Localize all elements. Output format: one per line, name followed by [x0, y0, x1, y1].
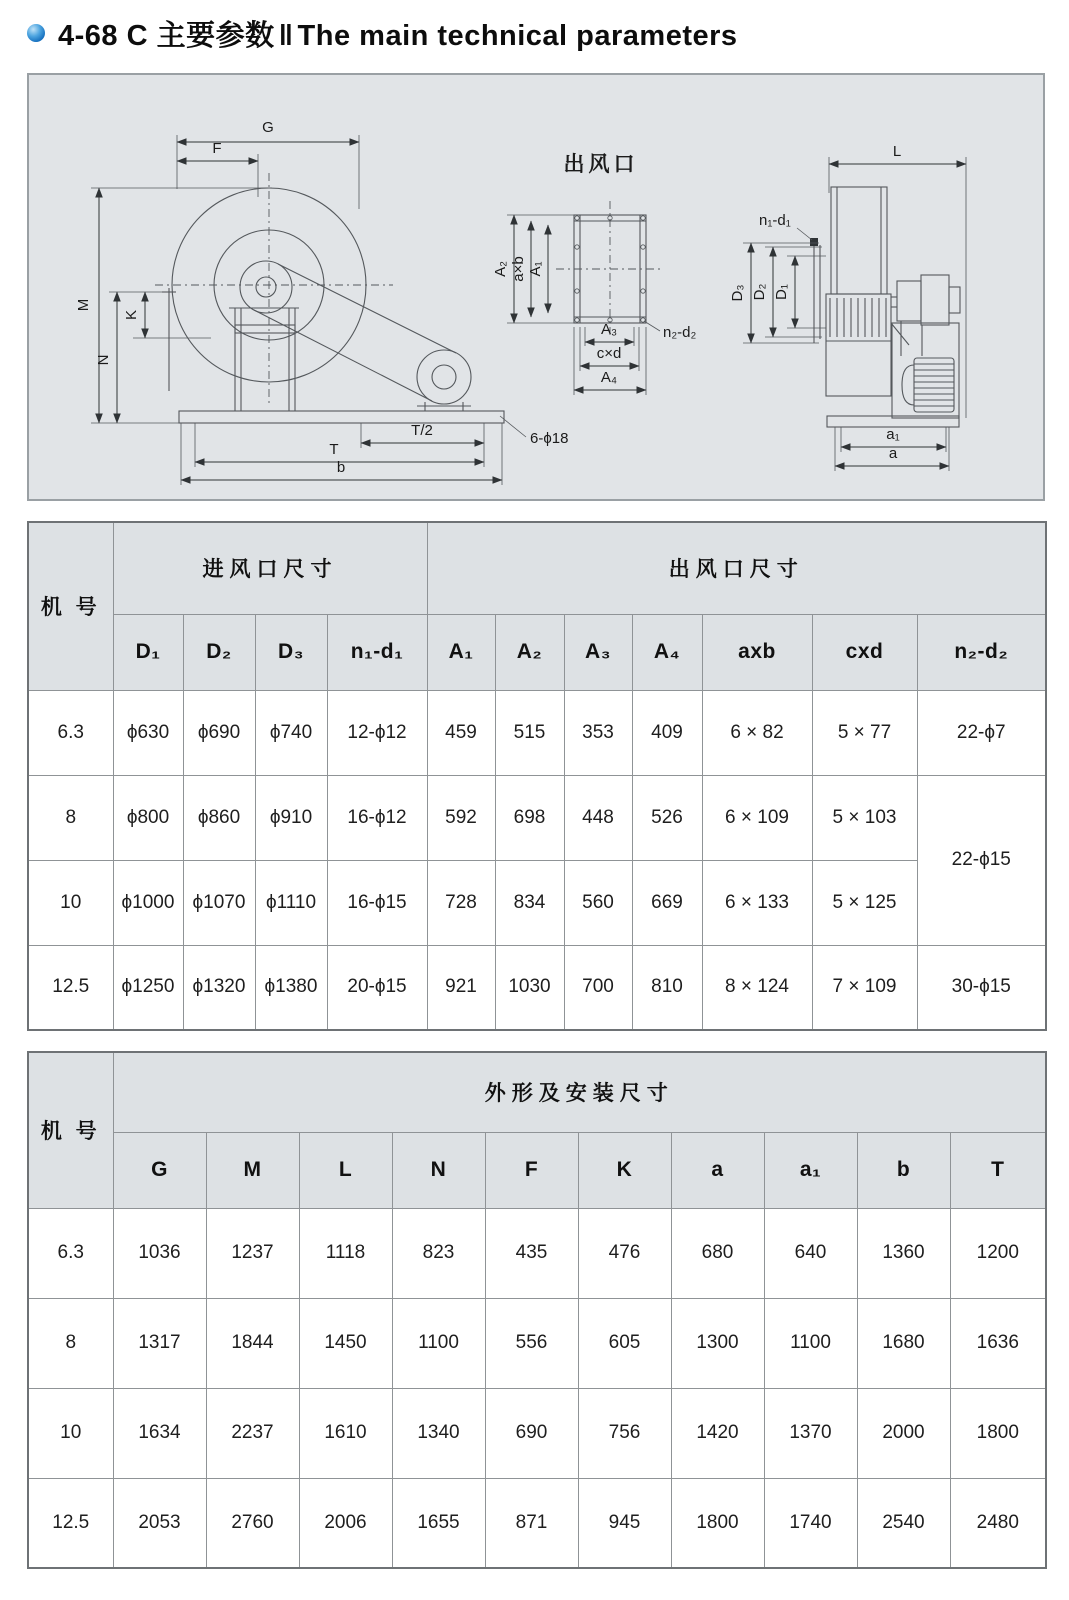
table-cell: 560: [564, 860, 632, 945]
n1-d1-note: n₁-d₁: [759, 212, 791, 229]
table-cell: 1800: [671, 1478, 764, 1568]
dim-label-d2: D₂: [751, 283, 768, 301]
table-cell: 6 × 109: [702, 775, 812, 860]
t1-col-a2: A₂: [495, 614, 564, 690]
table-cell: 409: [632, 690, 702, 775]
table-cell: 7 × 109: [812, 945, 917, 1030]
table-cell: ϕ690: [183, 690, 255, 775]
table-cell: 6 × 133: [702, 860, 812, 945]
table-cell: 945: [578, 1478, 671, 1568]
dim-label-a3: A₃: [600, 321, 618, 338]
dim-label-a-base: a: [888, 445, 898, 462]
table-cell: ϕ630: [113, 690, 183, 775]
table-cell: 700: [564, 945, 632, 1030]
table-cell: 1610: [299, 1388, 392, 1478]
dim-label-t-half: T/2: [411, 422, 433, 439]
dim-label-n: N: [95, 354, 112, 366]
table-cell: 1237: [206, 1208, 299, 1298]
table-cell: 680: [671, 1208, 764, 1298]
table-cell: 6 × 82: [702, 690, 812, 775]
table-cell: 12-ϕ12: [327, 690, 427, 775]
table-cell: 12.5: [28, 945, 113, 1030]
table-cell: ϕ1070: [183, 860, 255, 945]
fan-dimension-drawing: [29, 75, 1043, 499]
table-cell: 1420: [671, 1388, 764, 1478]
table-row: [28, 775, 1046, 860]
table-cell: 1317: [113, 1298, 206, 1388]
t1-col-d3: D₃: [255, 614, 327, 690]
table-cell: 823: [392, 1208, 485, 1298]
bullet-icon: [27, 24, 45, 42]
table-cell: 12.5: [28, 1478, 113, 1568]
table-cell: 16-ϕ12: [327, 775, 427, 860]
t2-machine-header: 机 号: [28, 1052, 113, 1208]
table-cell: 1100: [392, 1298, 485, 1388]
fan-side-view: [75, 119, 568, 485]
table-cell: 2237: [206, 1388, 299, 1478]
page-title-en: The main technical parameters: [297, 19, 738, 52]
t1-col-axb: axb: [702, 614, 812, 690]
dim-label-a1-base: a₁: [886, 426, 900, 443]
dim-label-a1-outlet: A₁: [527, 261, 544, 277]
table-row: [28, 860, 1046, 945]
table-cell: 22-ϕ7: [917, 690, 1046, 775]
table-cell: 592: [427, 775, 495, 860]
dim-label-l: L: [892, 143, 902, 160]
table-cell: ϕ910: [255, 775, 327, 860]
table-cell: ϕ860: [183, 775, 255, 860]
table-cell: 669: [632, 860, 702, 945]
dim-label-k: K: [123, 309, 140, 321]
table-cell: 1036: [113, 1208, 206, 1298]
table-cell: 1370: [764, 1388, 857, 1478]
table-cell: 1655: [392, 1478, 485, 1568]
t2-col-g: G: [113, 1132, 206, 1208]
table-cell: 435: [485, 1208, 578, 1298]
t1-col-n1d1: n₁-d₁: [327, 614, 427, 690]
t1-outlet-group-header: 出风口尺寸: [427, 522, 1046, 614]
pulley: [417, 350, 471, 404]
t1-machine-header: 机 号: [28, 522, 113, 690]
title-divider: ‖: [278, 19, 294, 52]
table-cell: ϕ1110: [255, 860, 327, 945]
table-row: [28, 1478, 1046, 1568]
t2-col-f: F: [485, 1132, 578, 1208]
t1-col-d1: D₁: [113, 614, 183, 690]
t2-col-a1: a₁: [764, 1132, 857, 1208]
t2-col-m: M: [206, 1132, 299, 1208]
table-cell: 10: [28, 860, 113, 945]
table-cell: 5 × 77: [812, 690, 917, 775]
table-cell: ϕ740: [255, 690, 327, 775]
table-cell: 476: [578, 1208, 671, 1298]
motor-side-view: [729, 143, 966, 471]
table-cell-merged: 22-ϕ15: [917, 775, 1046, 945]
page-title-zh: 4-68 C 主要参数: [58, 19, 275, 52]
table-cell: ϕ800: [113, 775, 183, 860]
table-cell: 871: [485, 1478, 578, 1568]
motor: [914, 358, 954, 412]
t1-col-a3: A₃: [564, 614, 632, 690]
n2-d2-note: n₂-d₂: [663, 324, 697, 341]
table-cell: 448: [564, 775, 632, 860]
table-cell: 16-ϕ15: [327, 860, 427, 945]
outlet-title: 出风口: [563, 153, 639, 176]
t2-col-k: K: [578, 1132, 671, 1208]
table-cell: 698: [495, 775, 564, 860]
table-cell: 640: [764, 1208, 857, 1298]
table-cell: 6.3: [28, 1208, 113, 1298]
table-cell: 2000: [857, 1388, 950, 1478]
table-cell: 2006: [299, 1478, 392, 1568]
table-cell: 556: [485, 1298, 578, 1388]
table-cell: 526: [632, 775, 702, 860]
table-cell: 5 × 125: [812, 860, 917, 945]
table-row: [28, 1298, 1046, 1388]
table-cell: ϕ1000: [113, 860, 183, 945]
table-row: [28, 945, 1046, 1030]
table-cell: 8: [28, 775, 113, 860]
t2-group-header: 外形及安装尺寸: [113, 1052, 1046, 1132]
table-cell: 1118: [299, 1208, 392, 1298]
dim-label-d3: D₃: [729, 284, 746, 302]
bolt-note-label: 6-ϕ18: [530, 430, 569, 447]
dim-label-f: F: [212, 140, 222, 157]
technical-drawing-panel: [27, 73, 1045, 501]
dim-label-a4: A₄: [600, 369, 618, 386]
table-cell: 20-ϕ15: [327, 945, 427, 1030]
dim-label-t: T: [329, 441, 339, 458]
belt: [278, 264, 456, 353]
table-cell: 515: [495, 690, 564, 775]
mounting-dimension-table: [27, 1051, 1047, 1569]
table-cell: 2540: [857, 1478, 950, 1568]
table-cell: 728: [427, 860, 495, 945]
t2-col-n: N: [392, 1132, 485, 1208]
table-cell: 8: [28, 1298, 113, 1388]
table-cell: 1450: [299, 1298, 392, 1388]
t2-col-t: T: [950, 1132, 1046, 1208]
dim-label-g: G: [262, 119, 274, 136]
dim-label-a2: A₂: [492, 261, 509, 277]
t1-col-a1: A₁: [427, 614, 495, 690]
table-cell: 921: [427, 945, 495, 1030]
table-cell: 834: [495, 860, 564, 945]
t1-col-a4: A₄: [632, 614, 702, 690]
t1-inlet-group-header: 进风口尺寸: [113, 522, 427, 614]
table-cell: ϕ1320: [183, 945, 255, 1030]
table-cell: 1680: [857, 1298, 950, 1388]
table-cell: 10: [28, 1388, 113, 1478]
table-cell: 1030: [495, 945, 564, 1030]
table-cell: 459: [427, 690, 495, 775]
table-cell: 1740: [764, 1478, 857, 1568]
table-cell: 2480: [950, 1478, 1046, 1568]
page-header: [0, 0, 1069, 53]
table-cell: 2053: [113, 1478, 206, 1568]
table-cell: 1300: [671, 1298, 764, 1388]
table-cell: 1636: [950, 1298, 1046, 1388]
table-row: [28, 690, 1046, 775]
table-cell: 1800: [950, 1388, 1046, 1478]
t2-col-l: L: [299, 1132, 392, 1208]
table-cell: 30-ϕ15: [917, 945, 1046, 1030]
table-cell: 2760: [206, 1478, 299, 1568]
page-title: [58, 13, 738, 54]
dim-label-b: b: [336, 459, 346, 476]
table-cell: 756: [578, 1388, 671, 1478]
table-cell: 5 × 103: [812, 775, 917, 860]
t2-col-a: a: [671, 1132, 764, 1208]
table-cell: 1360: [857, 1208, 950, 1298]
table-row: [28, 1388, 1046, 1478]
table-cell: 810: [632, 945, 702, 1030]
dim-label-m: M: [75, 298, 92, 312]
table-cell: 8 × 124: [702, 945, 812, 1030]
dim-label-axb: a×b: [510, 256, 527, 282]
t1-col-cxd: cxd: [812, 614, 917, 690]
t1-col-d2: D₂: [183, 614, 255, 690]
table-cell: 605: [578, 1298, 671, 1388]
dim-label-cxd: c×d: [596, 345, 622, 362]
inlet-outlet-dimension-table: [27, 521, 1047, 1031]
table-row: [28, 1208, 1046, 1298]
outlet-view: [492, 153, 697, 395]
t1-col-n2d2: n₂-d₂: [917, 614, 1046, 690]
table-cell: 1844: [206, 1298, 299, 1388]
base-plate: [179, 411, 504, 423]
t2-col-b: b: [857, 1132, 950, 1208]
dim-label-d1: D₁: [773, 284, 790, 300]
table-cell: 1340: [392, 1388, 485, 1478]
table-cell: ϕ1250: [113, 945, 183, 1030]
table-cell: 690: [485, 1388, 578, 1478]
table-cell: 1100: [764, 1298, 857, 1388]
table-cell: 353: [564, 690, 632, 775]
table-cell: 1200: [950, 1208, 1046, 1298]
table-cell: 1634: [113, 1388, 206, 1478]
table-cell: ϕ1380: [255, 945, 327, 1030]
table-cell: 6.3: [28, 690, 113, 775]
